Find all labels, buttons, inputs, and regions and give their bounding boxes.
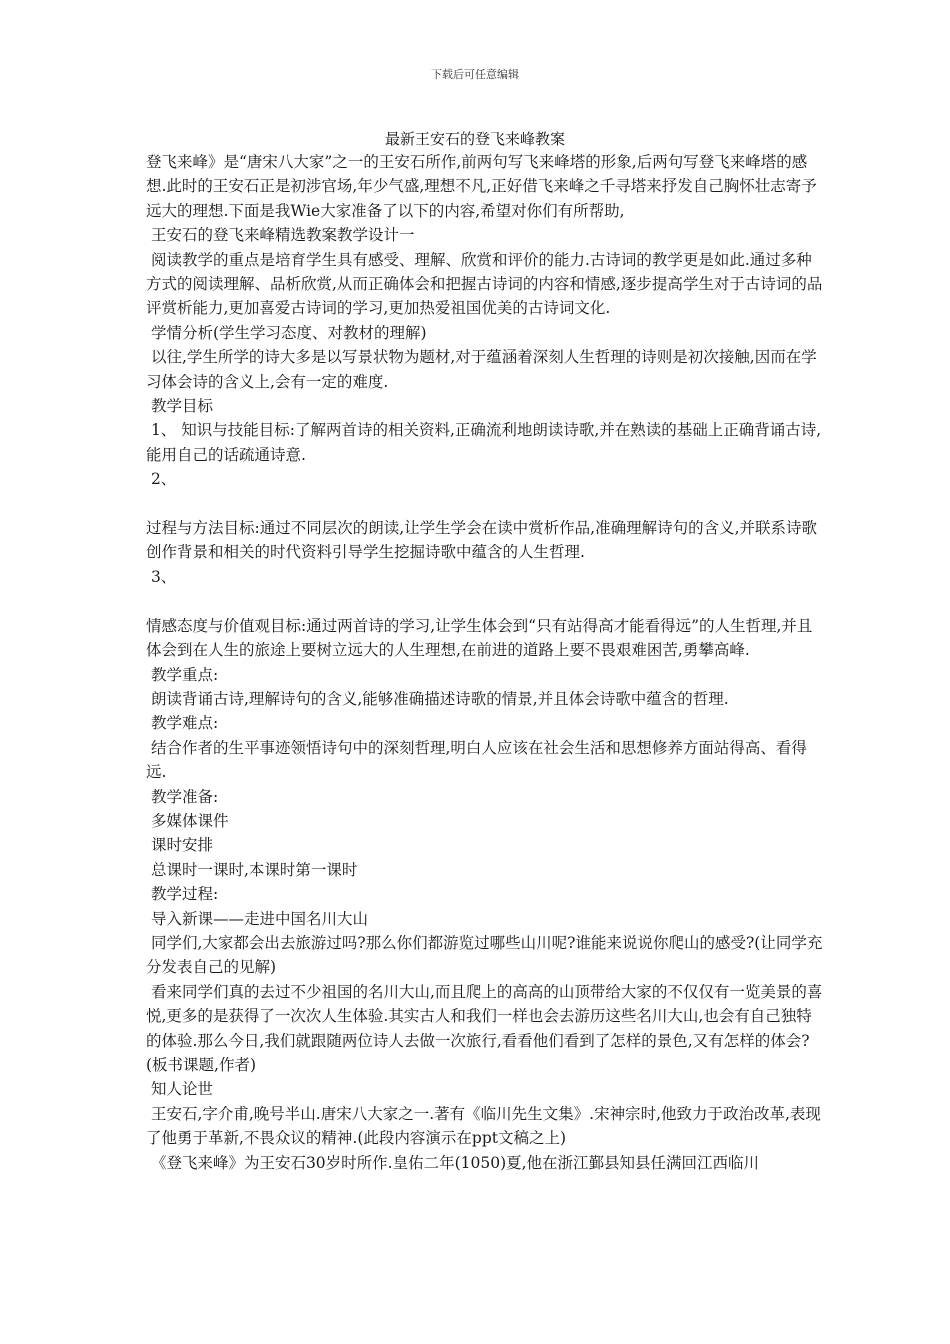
paragraph: 教学目标 [146,397,213,416]
blank-line [146,589,826,613]
paragraph: 学情分析(学生学习态度、对教材的理解) [146,323,427,342]
paragraph: 课时安排 [146,836,213,855]
paragraph: 《登飞来峰》为王安石30岁时所作.皇佑二年(1050)夏,他在浙江鄞县知县任满回江西临川 [146,1153,760,1172]
paragraph: 2、 [146,470,177,489]
paragraph: 同学们,大家都会出去旅游过吗?那么你们都游览过哪些山川呢?谁能来说说你爬山的感受?(让同学充分发表自己的见解) [146,933,823,977]
paragraph: 情感态度与价值观目标:通过两首诗的学习,让学生体会到“只有站得高才能看得远”的人生哲理,并且体会到在人生的旅途上要树立远大的人生理想,在前进的道路上要不畏艰难困苦,勇攀高峰. [146,616,813,660]
paragraph: 1、 知识与技能目标:了解两首诗的相关资料,正确流利地朗读诗歌,并在熟读的基础上正确背诵古诗,能用自己的话疏通诗意. [146,421,822,464]
paragraph: 结合作者的生平事迹领悟诗句中的深刻哲理,明白人应该在社会生活和思想修养方面站得高、看得远. [146,738,807,782]
document-body [146,150,826,1175]
paragraph: 朗读背诵古诗,理解诗句的含义,能够准确描述诗歌的情景,并且体会诗歌中蕴含的哲理. [146,689,729,708]
paragraph: 过程与方法目标:通过不同层次的朗读,让学生学会在读中赏析作品,准确理解诗句的含义,并联系诗歌创作背景和相关的时代资料引导学生挖掘诗歌中蕴含的人生哲理. [146,519,818,562]
paragraph: 总课时一课时,本课时第一课时 [146,860,358,879]
paragraph: 王安石的登飞来峰精选教案教学设计一 [146,226,415,245]
paragraph: 教学准备: [146,787,219,806]
paragraph: 3、 [146,567,177,586]
paragraph: 多媒体课件 [146,811,229,830]
document-title: 最新王安石的登飞来峰教案 [384,130,565,148]
paragraph: 知人论世 [146,1080,213,1099]
paragraph: 教学过程: [146,885,219,904]
paragraph: 教学重点: [146,665,219,684]
paragraph: 登飞来峰》是“唐宋八大家”之一的王安石所作,前两句写飞来峰塔的形象,后两句写登飞来峰塔的感想.此时的王安石正是初涉官场,年少气盛,理想不凡,正好借飞来峰之千寻塔来抒发自己胸怀壮志寄予远大的理想.下面是我Wie大家准备了以下的内容,希望对你们有所帮助, [146,153,817,220]
paragraph: 教学难点: [146,714,219,733]
paragraph: 看来同学们真的去过不少祖国的名川大山,而且爬上的高高的山顶带给大家的不仅仅有一览美景的喜悦,更多的是获得了一次次人生体验.其实古人和我们一样也会去游历这些名川大山,也会有自己独特的体验.那么今日,我们就跟随两位诗人去做一次旅行,看看他们看到了怎样的景色,又有怎样的体会?(板书课题,作者) [146,982,823,1074]
paragraph: 以往,学生所学的诗大多是以写景状物为题材,对于蕴涵着深刻人生哲理的诗则是初次接触,因而在学习体会诗的含义上,会有一定的难度. [146,348,817,391]
paragraph: 王安石,字介甫,晚号半山.唐宋八大家之一.著有《临川先生文集》.宋神宗时,他致力于政治改革,表现了他勇于革新,不畏众议的精神.(此段内容演示在ppt文稿之上) [146,1104,821,1148]
blank-line [146,492,826,516]
paragraph: 导入新课——走进中国名川大山 [146,909,368,928]
paragraph: 阅读教学的重点是培育学生具有感受、理解、欣赏和评价的能力.古诗词的教学更是如此.通过多种方式的阅读理解、品析欣赏,从而正确体会和把握古诗词的内容和情感,逐步提高学生对于古诗词的品评赏析能力,更加喜爱古诗词的学习,更加热爱祖国优美的古诗词文化. [146,250,823,318]
page-header-note: 下载后可任意编辑 [431,68,519,81]
